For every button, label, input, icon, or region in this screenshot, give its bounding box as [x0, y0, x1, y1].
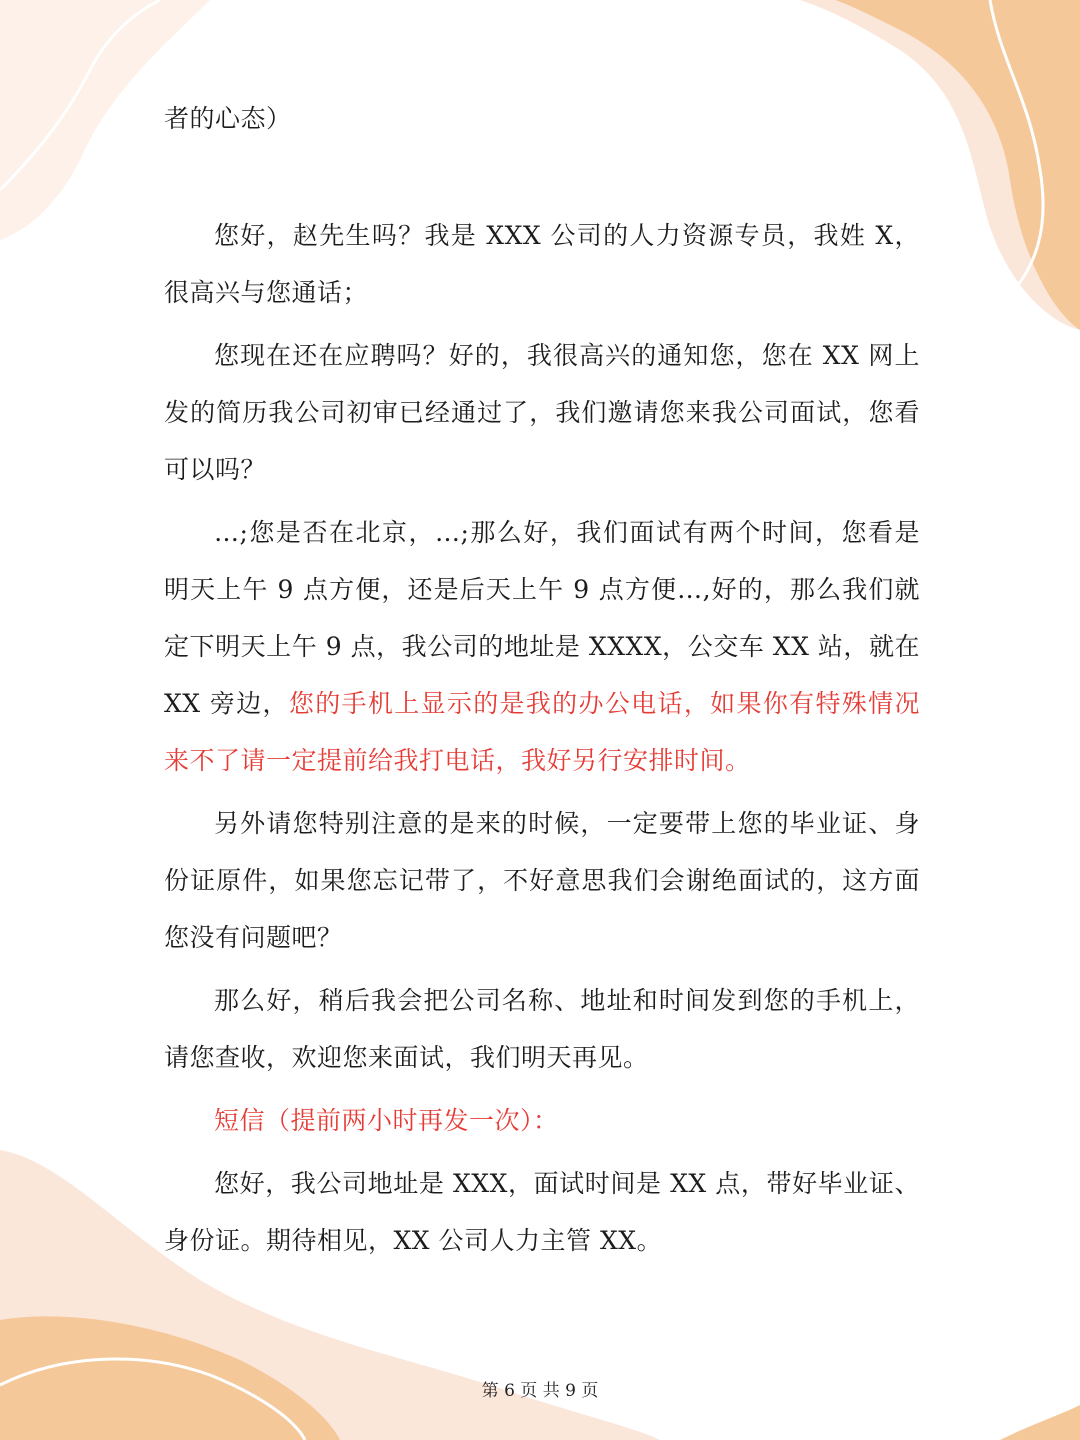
paragraph-5: 另外请您特别注意的是来的时候，一定要带上您的毕业证、身份证原件，如果您忘记带了，不好意思我们会谢绝面试的，这方面您没有问题吧？ — [164, 809, 920, 952]
sms-heading: 短信（提前两小时再发一次）： — [214, 1106, 559, 1135]
paragraph-3: 您现在还在应聘吗？好的，我很高兴的通知您，您在 XX 网上发的简历我公司初审已经通过了，我们邀请您来我公司面试，您看可以吗？ — [164, 341, 920, 484]
paragraph-4-highlight: 您的手机上显示的是我的办公电话，如果你有特殊情况来不了请一定提前给我打电话，我好另行安排时间。 — [164, 689, 920, 775]
paragraph-6: 那么好，稍后我会把公司名称、地址和时间发到您的手机上，请您查收，欢迎您来面试，我们明天再见。 — [164, 986, 920, 1072]
document-body — [164, 90, 920, 1275]
paragraph-1: 者的心态） — [164, 104, 292, 133]
paragraph-4-normal: …;您是否在北京，…;那么好，我们面试有两个时间，您看是明天上午 9 点方便，还是后天上午 9 点方便…,好的，那么我们就定下明天上午 9 点，我公司的地址是 XXXX，公交车 XX 站，就在 XX 旁边， — [164, 518, 920, 718]
bottom-right-blob — [1000, 1405, 1080, 1440]
paragraph-4 — [164, 504, 920, 789]
page-number: 第 6 页 共 9 页 — [481, 1381, 599, 1401]
paragraph-sms: 您好，我公司地址是 XXX，面试时间是 XX 点，带好毕业证、身份证。期待相见，XX 公司人力主管 XX。 — [164, 1169, 920, 1255]
paragraph-2: 您好，赵先生吗？我是 XXX 公司的人力资源专员，我姓 X，很高兴与您通话； — [164, 221, 920, 307]
